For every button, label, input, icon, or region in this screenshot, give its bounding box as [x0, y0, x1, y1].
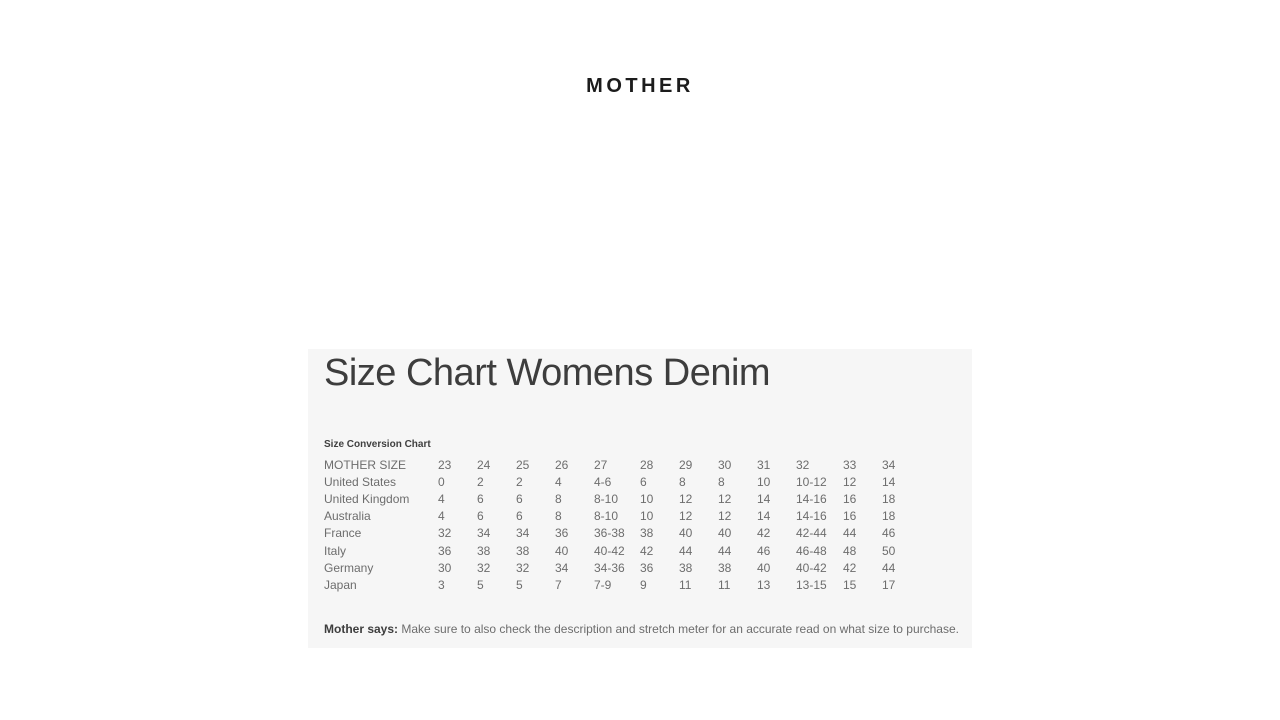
size-value-cell: 8 — [555, 492, 562, 506]
size-value-cell: 38 — [679, 560, 693, 575]
table-row — [324, 577, 921, 594]
size-value-cell: 29 — [679, 457, 693, 472]
size-value-cell: 15 — [843, 578, 857, 593]
size-value-cell: 30 — [718, 457, 732, 472]
size-value-cell: 14-16 — [796, 492, 827, 506]
size-value-cell: 0 — [438, 474, 445, 489]
row-label-cell: Japan — [324, 578, 357, 593]
note-text: Make sure to also check the description and stretch meter for an accurate read on what size to purchase. — [398, 622, 959, 636]
size-value-cell: 48 — [843, 543, 857, 558]
page-title: Size Chart Womens Denim — [324, 352, 771, 394]
size-value-cell: 34-36 — [594, 560, 625, 575]
size-value-cell: 14 — [757, 509, 771, 524]
table-row — [324, 525, 921, 542]
size-value-cell: 8-10 — [594, 509, 619, 524]
table-header-row — [324, 457, 921, 474]
size-value-cell: 27 — [594, 457, 608, 472]
brand-logo: MOTHER — [586, 75, 694, 97]
table-row — [324, 543, 921, 560]
size-value-cell: 34 — [555, 560, 569, 575]
row-label-cell: MOTHER SIZE — [324, 457, 407, 472]
size-value-cell: 26 — [555, 457, 569, 472]
size-value-cell: 10 — [640, 492, 654, 506]
size-value-cell: 38 — [477, 543, 491, 558]
size-value-cell: 40 — [757, 560, 771, 575]
size-value-cell: 6 — [477, 492, 484, 506]
size-value-cell: 11 — [679, 578, 692, 593]
size-chart-panel — [308, 349, 972, 648]
size-value-cell: 40 — [555, 543, 569, 558]
size-value-cell: 34 — [477, 526, 491, 541]
size-value-cell: 40 — [679, 526, 693, 541]
size-value-cell: 33 — [843, 457, 857, 472]
size-value-cell: 46 — [882, 526, 896, 541]
size-value-cell: 23 — [438, 457, 452, 472]
size-value-cell: 8 — [555, 509, 562, 524]
size-value-cell: 44 — [882, 560, 896, 575]
size-value-cell: 30 — [438, 560, 452, 575]
size-value-cell: 36 — [438, 543, 452, 558]
size-value-cell: 9 — [640, 578, 647, 593]
size-value-cell: 38 — [640, 526, 654, 541]
row-label-cell: France — [324, 526, 362, 541]
size-value-cell: 7-9 — [594, 578, 612, 593]
size-value-cell: 25 — [516, 457, 530, 472]
size-value-cell: 32 — [477, 560, 491, 575]
row-label-cell: United States — [324, 474, 397, 489]
size-value-cell: 38 — [516, 543, 530, 558]
size-value-cell: 12 — [679, 492, 693, 506]
row-label-cell: United Kingdom — [324, 492, 410, 506]
size-value-cell: 13 — [757, 578, 771, 593]
size-value-cell: 32 — [438, 526, 452, 541]
size-value-cell: 7 — [555, 578, 562, 593]
size-value-cell: 2 — [477, 474, 484, 489]
size-value-cell: 8-10 — [594, 492, 619, 506]
table-row — [324, 508, 921, 525]
size-value-cell: 46-48 — [796, 543, 827, 558]
size-value-cell: 12 — [843, 474, 857, 489]
size-value-cell: 14 — [757, 492, 771, 506]
size-value-cell: 32 — [516, 560, 530, 575]
size-value-cell: 18 — [882, 492, 896, 506]
size-value-cell: 38 — [718, 560, 732, 575]
size-conversion-chart-caption: Size Conversion Chart — [324, 438, 431, 450]
size-value-cell: 6 — [516, 492, 523, 506]
size-value-cell: 14-16 — [796, 509, 827, 524]
row-label-cell: Germany — [324, 560, 374, 575]
size-value-cell: 17 — [882, 578, 896, 593]
size-value-cell: 10-12 — [796, 474, 827, 489]
size-value-cell: 36 — [640, 560, 654, 575]
size-value-cell: 4 — [438, 492, 445, 506]
size-value-cell: 3 — [438, 578, 445, 593]
size-value-cell: 31 — [757, 457, 771, 472]
size-value-cell: 4 — [438, 509, 445, 524]
size-value-cell: 44 — [679, 543, 693, 558]
size-value-cell: 13-15 — [796, 578, 827, 593]
size-value-cell: 40-42 — [594, 543, 625, 558]
note-label: Mother says: — [324, 622, 399, 636]
table-row — [324, 491, 921, 508]
size-value-cell: 12 — [718, 492, 732, 506]
size-value-cell: 10 — [640, 509, 654, 524]
size-value-cell: 44 — [843, 526, 857, 541]
size-value-cell: 34 — [882, 457, 896, 472]
size-value-cell: 5 — [477, 578, 484, 593]
size-value-cell: 42 — [843, 560, 857, 575]
size-value-cell: 36-38 — [594, 526, 625, 541]
size-value-cell: 6 — [516, 509, 523, 524]
size-value-cell: 2 — [516, 474, 523, 489]
size-value-cell: 12 — [679, 509, 693, 524]
table-row — [324, 560, 921, 577]
mother-says-note — [324, 622, 959, 636]
size-value-cell: 34 — [516, 526, 530, 541]
size-value-cell: 14 — [882, 474, 896, 489]
size-value-cell: 8 — [679, 474, 686, 489]
size-value-cell: 11 — [718, 578, 731, 593]
size-value-cell: 18 — [882, 509, 896, 524]
size-value-cell: 40-42 — [796, 560, 827, 575]
size-value-cell: 46 — [757, 543, 771, 558]
size-value-cell: 5 — [516, 578, 523, 593]
size-value-cell: 6 — [477, 509, 484, 524]
row-label-cell: Italy — [324, 543, 347, 558]
size-value-cell: 40 — [718, 526, 732, 541]
size-value-cell: 16 — [843, 492, 857, 506]
size-value-cell: 16 — [843, 509, 857, 524]
size-value-cell: 42-44 — [796, 526, 827, 541]
size-value-cell: 32 — [796, 457, 810, 472]
size-value-cell: 28 — [640, 457, 654, 472]
table-row — [324, 474, 921, 491]
size-value-cell: 42 — [640, 543, 654, 558]
size-value-cell: 24 — [477, 457, 491, 472]
size-value-cell: 42 — [757, 526, 771, 541]
size-value-cell: 12 — [718, 509, 732, 524]
size-value-cell: 50 — [882, 543, 896, 558]
size-conversion-table — [324, 457, 921, 595]
size-value-cell: 44 — [718, 543, 732, 558]
size-value-cell: 8 — [718, 474, 725, 489]
size-value-cell: 4-6 — [594, 474, 612, 489]
size-value-cell: 4 — [555, 474, 562, 489]
size-value-cell: 10 — [757, 474, 771, 489]
row-label-cell: Australia — [324, 509, 371, 524]
size-value-cell: 36 — [555, 526, 569, 541]
size-value-cell: 6 — [640, 474, 647, 489]
